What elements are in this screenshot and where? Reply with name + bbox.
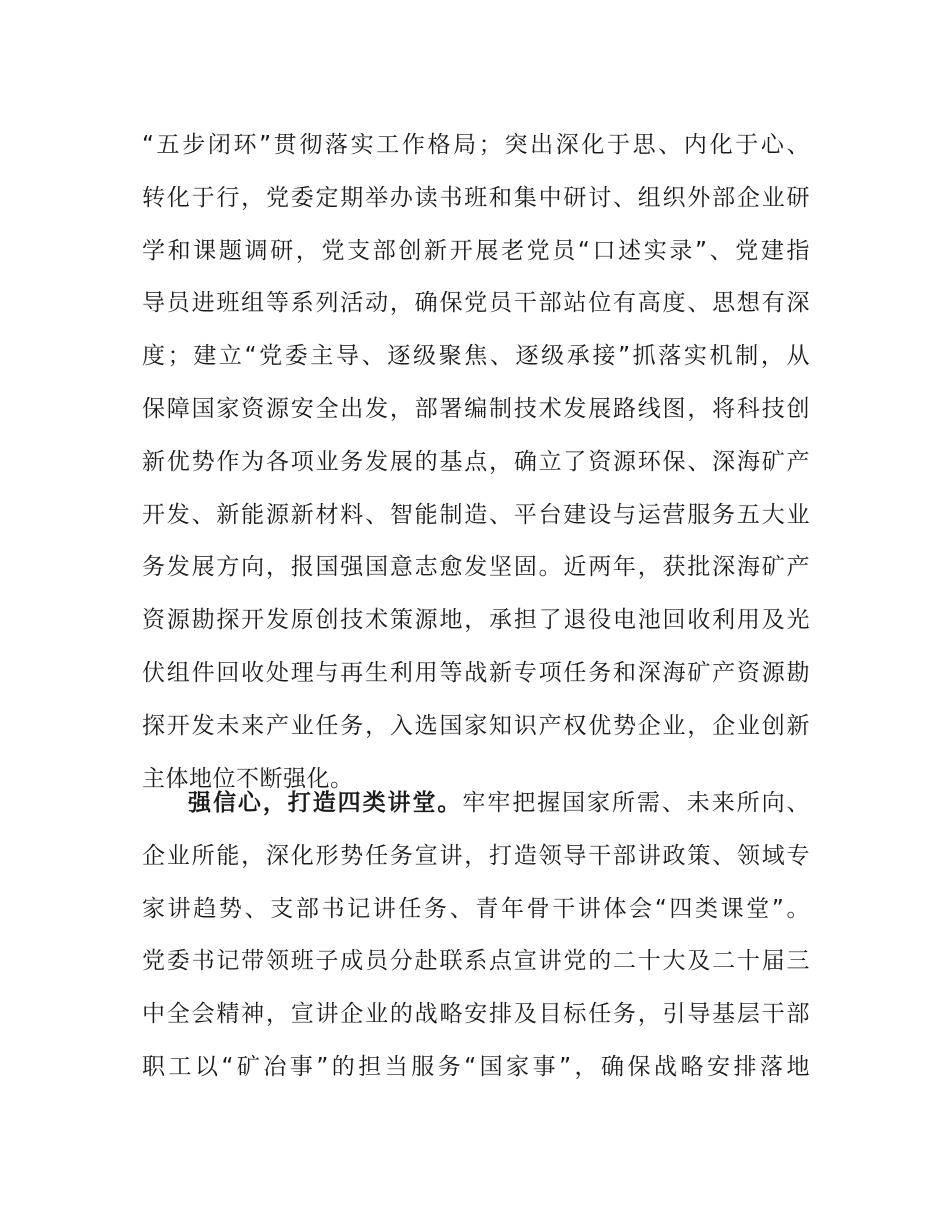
paragraph-2-line: 党委书记带领班子成员分赴联系点宣讲党的二十大及二十届三 xyxy=(142,948,810,975)
paragraph-1-line: 资源勘探开发原创技术策源地，承担了退役电池回收利用及光 xyxy=(142,607,810,634)
paragraph-2-first-line-text: 牢牢把握国家所需、未来所向、 xyxy=(462,790,810,816)
paragraph-1-line: 开发、新能源新材料、智能制造、平台建设与运营服务五大业 xyxy=(142,501,810,528)
paragraph-2-line: 职工以“矿冶事”的担当服务“国家事”，确保战略安排落地 xyxy=(142,1053,810,1080)
paragraph-1-line: 探开发未来产业任务，入选国家知识产权优势企业，企业创新 xyxy=(142,712,810,739)
paragraph-1-line: 转化于行，党委定期举办读书班和集中研讨、组织外部企业研 xyxy=(142,184,810,211)
paragraph-1-line: “五步闭环”贯彻落实工作格局；突出深化于思、内化于心、 xyxy=(142,132,810,158)
paragraph-2-line: 企业所能，深化形势任务宣讲，打造领导干部讲政策、领域专 xyxy=(142,842,810,869)
paragraph-1-line: 学和课题调研，党支部创新开展老党员“口述实录”、党建指 xyxy=(142,237,810,264)
paragraph-2-line: 中全会精神，宣讲企业的战略安排及目标任务，引导基层干部 xyxy=(142,1001,810,1028)
paragraph-1-line: 新优势作为各项业务发展的基点，确立了资源环保、深海矿产 xyxy=(142,448,810,475)
paragraph-1-line: 保障国家资源安全出发，部署编制技术发展路线图，将科技创 xyxy=(142,395,810,422)
paragraph-1-line: 导员进班组等系列活动，确保党员干部站位有高度、思想有深 xyxy=(142,290,810,317)
paragraph-1-line: 度；建立“党委主导、逐级聚焦、逐级承接”抓落实机制，从 xyxy=(142,343,810,370)
paragraph-2 xyxy=(142,777,810,1094)
paragraph-1-line: 务发展方向，报国强国意志愈发坚固。近两年，获批深海矿产 xyxy=(142,554,810,581)
paragraph-1-line: 主体地位不断强化。 xyxy=(142,765,354,792)
paragraph-1-line: 伏组件回收处理与再生利用等战新专项任务和深海矿产资源勘 xyxy=(142,659,810,686)
paragraph-2-heading: 强信心，打造四类讲堂。 xyxy=(188,790,463,816)
paragraph-2-first-line xyxy=(142,777,810,830)
paragraph-2-line: 家讲趋势、支部书记讲任务、青年骨干讲体会“四类课堂”。 xyxy=(142,895,810,922)
paragraph-1 xyxy=(142,119,810,805)
